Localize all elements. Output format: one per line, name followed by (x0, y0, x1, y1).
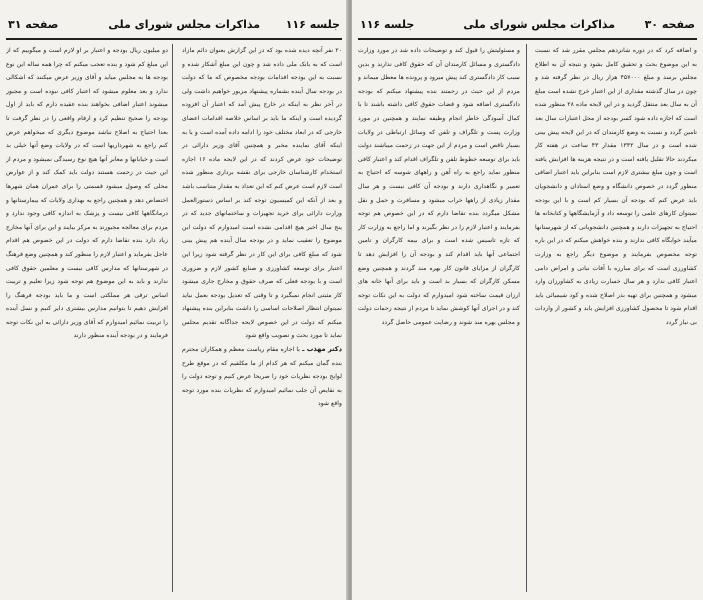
right-column-divider (526, 44, 527, 592)
right-page-number: صفحه ۳۰ (644, 18, 695, 31)
right-page-column-right (535, 44, 697, 592)
left-page-title: مذاکرات مجلس شورای ملی (108, 18, 260, 31)
right-page (352, 0, 703, 600)
speaker-label: دکتر مهذب ـ (302, 345, 342, 354)
left-page-column-right (182, 44, 342, 592)
right-col-left-text: و مسئولیتش را قبول کند و توضیحات داده شد در مورد وزارت دادگستری و مسائل کارمندان آن که حقوق کافی ندارند و بدین سبب کار دادگستری کند پیش میرود و پرونده ها معطل میماند و مردم از این حیث در زحمتند بنده پیشنهاد میکنم که بودجه دادگستری اضافه شود و قضات حقوق کافی داشته باشند تا با کمال آسودگی خاطر انجام وظیفه نمایند و همچنین در مورد وزارت پست و تلگراف و تلفن که وسائل ارتباطی در ولایات بسیار ناقص است و مردم از این جهت در زحمت میباشند دولت باید برای توسعه خطوط تلفن و تلگراف اقدام کند و اعتبار کافی منظور نماید راجع به راه آهن و راههای شوسه که احتیاج به تعمیر و نگاهداری دارند و بودجه آن کافی نیست و هر سال مقدار زیادی از راهها خراب میشود و مسافرت و حمل و نقل مشکل میگردد بنده تقاضا دارم که در این خصوص هم توجه بفرمایند و اعتبار لازم را در نظر بگیرند و اما راجع به وزارت کار که تازه تاسیس شده است و برای بیمه کارگران و تامین اجتماعی آنها باید اقدام کند و بودجه آن را افزایش دهد تا کارگران از مزایای قانون کار بهره مند گردند و همچنین وضع مسکن کارگران که بسیار بد است و باید برای آنها خانه های ارزان قیمت ساخته شود امیدوارم که دولت به این نکات توجه کند و در اجرای آنها کوشش نماید تا مردم از نتیجه زحمات دولت و مجلس بهره مند شوند و رضایت عمومی حاصل گردد (358, 47, 520, 326)
right-page-session: جلسه ۱۱۶ (360, 18, 415, 31)
left-page-header (8, 18, 340, 36)
right-page-column-left (358, 44, 520, 592)
right-col-right-text: و اضافه کرد که در دوره شانزدهم مجلس مقرر شد که نسبت به این موضوع بحث و تحقیق کامل بشود و نتیجه آن به اطلاع مجلس برسد و مبلغ ۴۵۷۰۰۰ هزار ریال در نظر گرفته شد و چون در سال گذشته مقداری از این اعتبار خرج نشده است مبلغ آن به سال بعد منتقل گردید و در این لایحه ماده ۲۸ منظور شده است که اجازه داده شود کسر بودجه از محل اعتبارات سال بعد تامین گردد و نسبت به وضع کارمندان که در این لایحه پیش بینی شده است و در سال ۱۳۳۲ مقدار ۴۳ ساعت در هفته کار میکردند حالا تقلیل یافته است و در نتیجه هزینه ها افزایش یافته است و چون مبلغ بیشتری لازم است بنابراین باید اعتبار اضافی منظور گردد در خصوص دانشگاه و وضع استادان و دانشجویان باید عرض کنم که بودجه آن بسیار کم است و با این بودجه نمیتوان کارهای علمی را توسعه داد و آزمایشگاهها و کتابخانه ها احتیاج به تجهیزات دارند و همچنین دانشجویانی که از شهرستانها میآیند خوابگاه کافی ندارند و بنده خواهش میکنم که در این باره توجه مخصوص بفرمایند و موضوع دیگر راجع به وزارت کشاورزی است که برای مبارزه با آفات نباتی و امراض دامی اعتبار کافی ندارد و هر سال خسارت زیادی به کشاورزان وارد میشود و همچنین برای تهیه بذر اصلاح شده و کود شیمیائی باید اقدام شود تا محصول کشاورزی افزایش یابد و کشور از واردات بی نیاز گردد (535, 47, 697, 326)
left-page (0, 0, 348, 600)
right-page-title: مذاکرات مجلس شورای ملی (463, 18, 615, 31)
left-col-right-tail: با اجازه مقام ریاست معظم و همکاران محترم بنده گمان میکنم که هر کدام از ما مکلفیم که در موقع طرح لوایح بودجه نظریات خود را صریحا عرض کنیم و توجه دولت را به نقایص آن جلب نمائیم امیدوارم که نظریات بنده مورد توجه واقع شود (182, 346, 342, 408)
right-page-header (360, 18, 695, 36)
right-header-rule (358, 38, 697, 40)
left-col-right-text: ۲۰ نفر آنچه دیده شده بود که در این گزارش بعنوان دائم مازاد است که به بانک ملی داده شد و چون این مبلغ آشکار شده و نسبت به این بودجه اقدامات بودجه مخصوص که ما که دولت در بودجه سال آینده بشماره پیشنهاد مزبور خواهیم داشت ولی در آخر نظر به اینکه در خارج پیش آمد که اعتبار آن افزوده گردیده است و اینکه ما باید بر اساس خلاصه اقدامات اعضای خارجی که در ابعاد مختلف خود را ادامه داده آمده است و یا به اینکه آقای نماینده مخبر و همچنین آقای وزیر دارائی در توضیحات خود عرض کردند که در این لایحه ماده ۱۶ اجازه استخدام کارشناسان خارجی برای نقشه برداری منظور شده است لازم است عرض کنم که این تعداد به مقدار متناسب باشد و بعد از آنکه این کمیسیون توجه کند بر اساس دستورالعمل وزارت دارائی برای خرید تجهیزات و ساختمانهای جدید که در پنج سال اخیر هیچ اقدامی نشده است امیدوارم که دولت این موضوع را تعقیب نماید و در بودجه سال آینده هم پیش بینی شود که مبلغ کافی برای این کار در نظر گرفته شود زیرا این اعتبار برای توسعه کشاورزی و صنایع کشور لازم و ضروری است و با بودجه فعلی که صرف حقوق و مخارج جاری میشود کار مثبتی انجام نمیگیرد و تا وقتی که تعدیل بودجه بعمل نیاید نمیتوان انتظار اصلاحات اساسی را داشت بنابراین بنده پیشنهاد میکنم که دولت در این خصوص لایحه جداگانه تقدیم مجلس نماید تا مورد بحث و تصویب واقع شود (182, 47, 342, 340)
left-header-rule (6, 38, 342, 40)
left-column-divider (172, 44, 173, 592)
left-col-left-text: دو میلیون ریال بودجه و اعتبار بر او لازم است و میگوییم که از این مبلغ کم شود و بنده تعجب میکنم که چرا همه ساله این نوع بودجه ها به مجلس میاید و آقای وزیر عرض میکنند که اشکالی ندارد و بعد معلوم میشود که اعتبار کافی نبوده است و مجبور میشوند اعتبار اضافی بخواهند بنده عقیده دارم که باید از اول بودجه را صحیح تنظیم کرد و ارقام واقعی را در نظر گرفت تا بعدا احتیاج به اصلاح نباشد موضوع دیگری که میخواهم عرض کنم راجع به شهرداریها است که در ولایات وضع آنها خیلی بد است و خیابانها و معابر آنها هیچ نوع رسیدگی نمیشود و مردم از این حیث در زحمت هستند دولت باید کمک کند و از عوارض محلی که وصول میشود قسمتی را برای عمران همان شهرها اختصاص دهد و همچنین راجع به بهداری ولایات که بیمارستانها و درمانگاهها کافی نیست و پزشک به اندازه کافی وجود ندارد و مردم برای معالجه مجبورند به مرکز بیایند و این برای آنها مخارج زیاد دارد بنده تقاضا دارم که دولت در این خصوص هم اقدام عاجل بفرماید و اعتبار لازم را منظور کند و همچنین وضع فرهنگ در شهرستانها که مدارس کافی نیست و معلمین حقوق کافی ندارند و باید به این موضوع هم توجه شود زیرا تعلیم و تربیت اساس ترقی هر مملکتی است و ما باید بودجه فرهنگ را افزایش دهیم تا بتوانیم مدارس بیشتری دایر کنیم و نسل آینده را تربیت نمائیم امیدوارم که آقای وزیر دارائی به این نکات توجه فرمایند و در بودجه آینده منظور دارند (6, 47, 168, 340)
left-page-number: صفحه ۳۱ (8, 18, 59, 31)
left-page-session: جلسه ۱۱۶ (285, 18, 340, 31)
left-page-column-left (6, 44, 168, 592)
